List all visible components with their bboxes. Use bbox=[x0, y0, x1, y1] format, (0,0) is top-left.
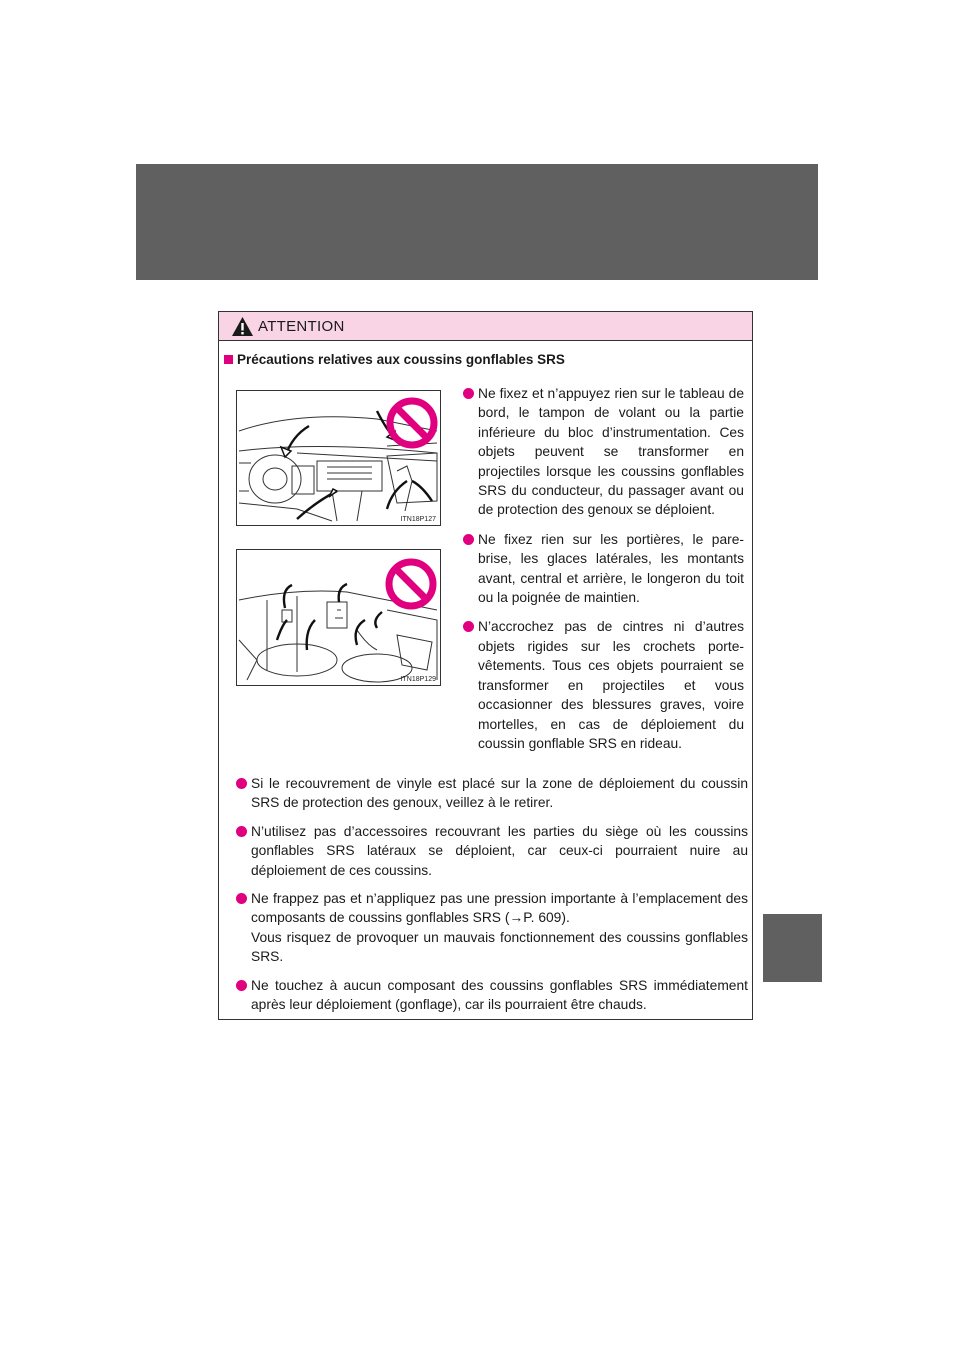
list-item bbox=[236, 774, 748, 813]
figure-roof bbox=[236, 549, 441, 686]
section-title-text: Précautions relatives aux coussins gonflables SRS bbox=[237, 352, 565, 367]
section-marker-icon bbox=[224, 355, 233, 364]
list-item-text: Ne fixez rien sur les portières, le pare-brise, les glaces latérales, les montants avant, central et arrière, le longeron du toit ou la poignée de maintien. bbox=[478, 531, 744, 606]
bottom-bullets bbox=[236, 774, 748, 1023]
figure-code: ITN18P127 bbox=[400, 516, 436, 523]
chapter-header-band bbox=[136, 164, 818, 280]
list-item bbox=[463, 530, 744, 608]
list-item-text: Si le recouvrement de vinyle est placé sur la zone de déploiement du coussin SRS de protection des genoux, veillez à le retirer. bbox=[251, 776, 748, 811]
list-item-text: N’utilisez pas d’accessoires recouvrant les parties du siège où les coussins gonflables SRS latéraux se déploient, car ceux-ci pourraient nuire au déploiement de ces coussins. bbox=[251, 823, 748, 878]
bullet-dot-icon bbox=[236, 778, 247, 789]
dashboard-illustration bbox=[237, 391, 440, 525]
list-item bbox=[463, 384, 744, 520]
right-column-bullets bbox=[463, 384, 744, 763]
list-item bbox=[463, 617, 744, 753]
attention-box bbox=[218, 311, 753, 1020]
list-item bbox=[236, 976, 748, 1015]
bullet-dot-icon bbox=[236, 980, 247, 991]
section-title bbox=[224, 352, 565, 367]
list-item-extra-text: Vous risquez de provoquer un mauvais fonctionnement des coussins gonflables SRS. bbox=[251, 929, 748, 965]
attention-title: ATTENTION bbox=[258, 317, 345, 335]
prohibition-icon bbox=[389, 562, 433, 606]
bullet-dot-icon bbox=[463, 388, 474, 399]
list-item bbox=[236, 822, 748, 880]
list-item bbox=[236, 889, 748, 967]
bullet-dot-icon bbox=[463, 621, 474, 632]
warning-triangle-icon bbox=[231, 316, 254, 337]
list-item-text: Ne frappez pas et n’appliquez pas une pression importante à l’emplacement des composants de coussins gonflables SRS (→P. 609). bbox=[251, 891, 748, 926]
roof-illustration bbox=[237, 550, 440, 685]
bullet-dot-icon bbox=[236, 826, 247, 837]
list-item-text: Ne touchez à aucun composant des coussins gonflables SRS immédiatement après leur déploiement (gonflage), car ils pourraient être chauds. bbox=[251, 977, 748, 1013]
chapter-side-tab bbox=[763, 914, 822, 982]
list-item-text: Ne fixez et n’appuyez rien sur le tableau de bord, le tampon de volant ou la partie inférieure du bloc d’instrumentation. Ces objets peuvent se transformer en projectiles lorsque les coussins gonflables SRS du conducteur, du passager avant ou de protection des genoux se déploient. bbox=[478, 386, 744, 518]
bullet-dot-icon bbox=[236, 893, 247, 904]
attention-header bbox=[219, 312, 752, 341]
bullet-dot-icon bbox=[463, 534, 474, 545]
figure-dashboard bbox=[236, 390, 441, 526]
list-item-text: N’accrochez pas de cintres ni d’autres objets rigides sur les crochets porte-vêtements. Tous ces objets pourraient se transformer en projectiles et vous occasionner des blessures graves, voire mortelles, en cas de déploiement du coussin gonflable SRS en rideau. bbox=[478, 619, 744, 751]
figure-code: ITN18P129 bbox=[400, 676, 436, 683]
